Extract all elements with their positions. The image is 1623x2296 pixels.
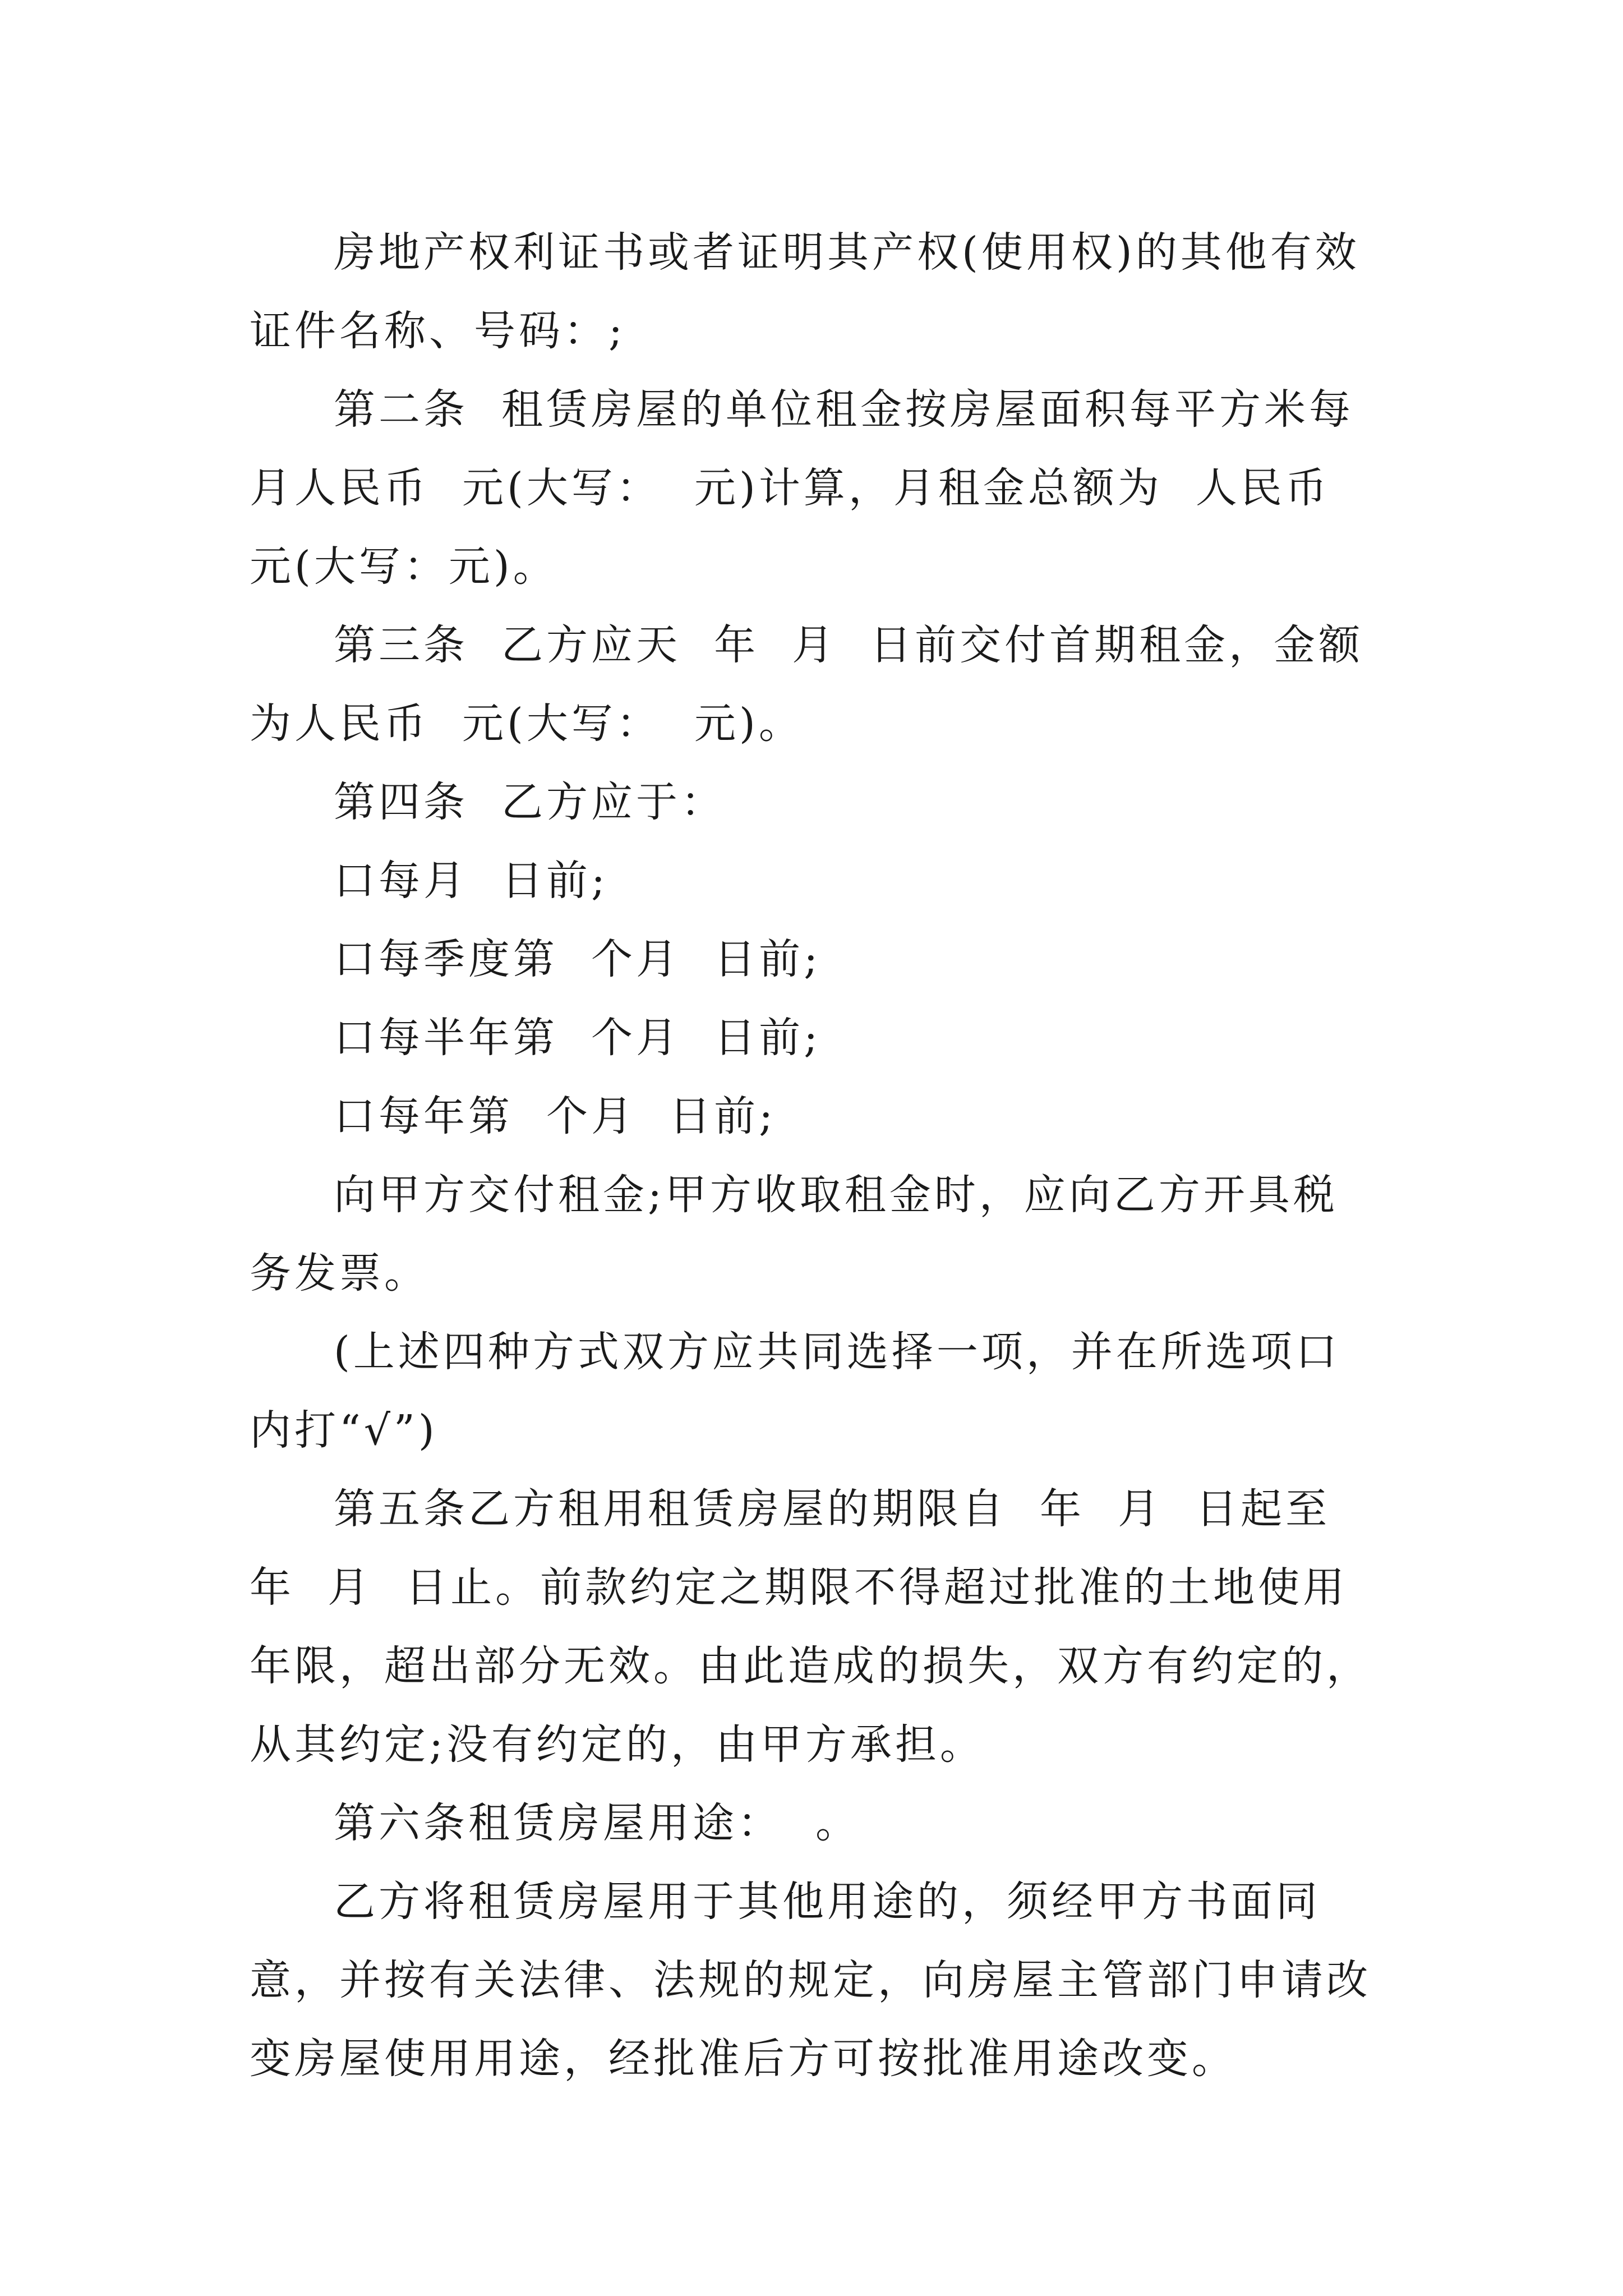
paragraph-article-3: 第三条 乙方应天 年 月 日前交付首期租金，金额为人民币 元(大写： 元)。 (250, 621, 1364, 748)
paragraph-article-5: 第五条乙方租用租赁房屋的期限自 年 月 日起至 年 月 日止。前款约定之期限不得超过批准的土地使用年限，超出部分无效。由此造成的损失，双方有约定的，从其约定;没有约定的，由甲方承担。 (250, 1485, 1371, 1769)
paragraph-article-4: 第四条 乙方应于： (334, 778, 726, 826)
paragraph-selection-note: (上述四种方式双方应共同选择一项，并在所选项口内打“√”) (250, 1328, 1340, 1455)
option-monthly: 口每月 日前; (334, 857, 608, 905)
option-yearly: 口每年第 个月 日前; (334, 1092, 777, 1140)
option-quarterly: 口每季度第 个月 日前; (334, 935, 822, 983)
paragraph-certificate-info: 房地产权利证书或者证明其产权(使用权)的其他有效证件名称、号码：; (250, 228, 1360, 355)
document-body (250, 213, 1374, 2098)
option-half-yearly: 口每半年第 个月 日前; (334, 1014, 822, 1062)
paragraph-article-2: 第二条 租赁房屋的单位租金按房屋面积每平方米每月人民币 元(大写： 元)计算，月租金总额为 人民币元(大写：元)。 (250, 385, 1354, 591)
paragraph-article-6: 第六条租赁房屋用途： 。 (334, 1799, 861, 1847)
paragraph-usage-change: 乙方将租赁房屋用于其他用途的，须经甲方书面同意，并按有关法律、法规的规定，向房屋主管部门申请改变房屋使用用途，经批准后方可按批准用途改变。 (250, 1878, 1371, 2083)
paragraph-payment-invoice: 向甲方交付租金;甲方收取租金时，应向乙方开具税务发票。 (250, 1171, 1338, 1297)
